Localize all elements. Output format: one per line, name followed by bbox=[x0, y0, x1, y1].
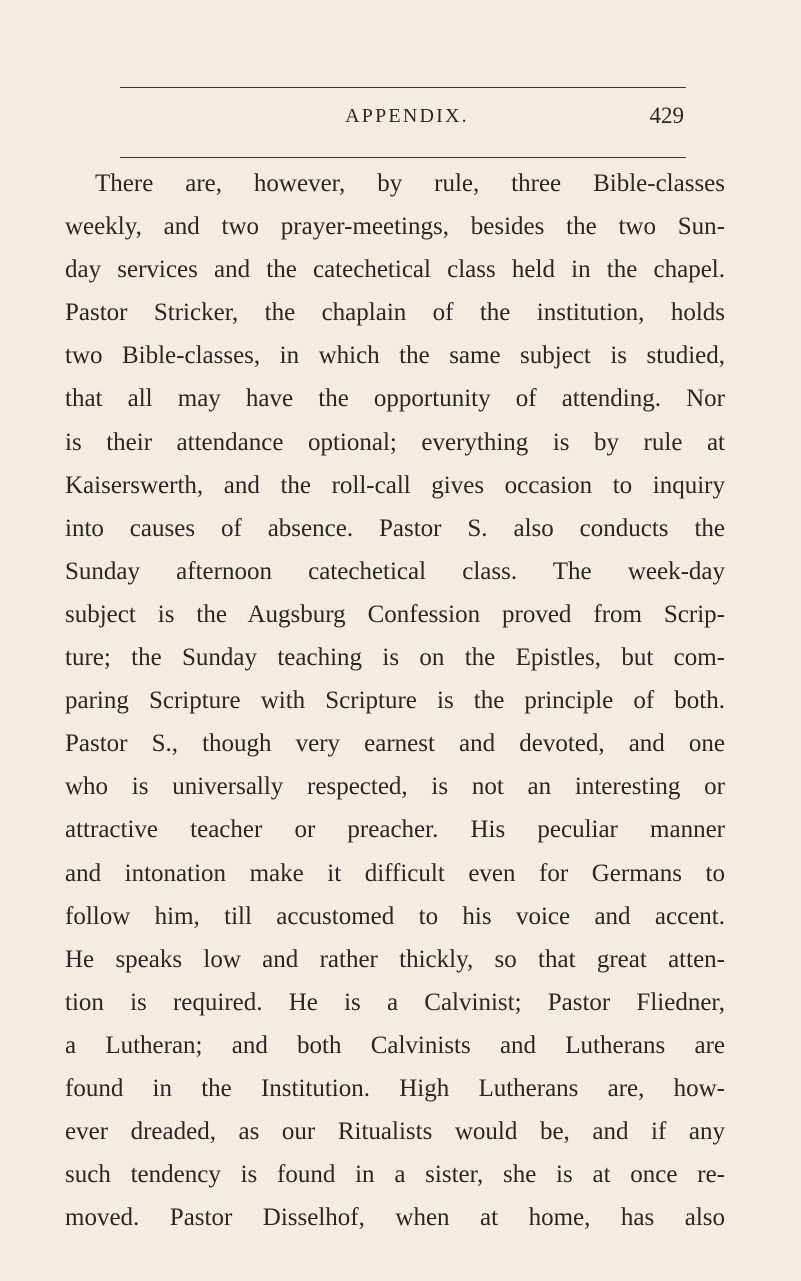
text-line: is their attendance optional; everything is by rule at bbox=[65, 428, 725, 456]
text-line: who is universally respected, is not an interesting or bbox=[65, 773, 725, 801]
text-line: paring Scripture with Scripture is the principle of both. bbox=[65, 687, 725, 715]
text-line: Pastor Stricker, the chaplain of the institution, holds bbox=[65, 299, 725, 327]
text-line: a Lutheran; and both Calvinists and Lutherans are bbox=[65, 1031, 725, 1059]
text-line: such tendency is found in a sister, she is at once re- bbox=[65, 1161, 725, 1189]
text-line: into causes of absence. Pastor S. also conducts the bbox=[65, 514, 725, 542]
text-line: tion is required. He is a Calvinist; Pastor Fliedner, bbox=[65, 988, 725, 1016]
text-line: He speaks low and rather thickly, so that great atten- bbox=[65, 945, 725, 973]
text-line: subject is the Augsburg Confession proved from Scrip- bbox=[65, 600, 725, 628]
running-head bbox=[120, 103, 686, 137]
text-line: Pastor S., though very earnest and devoted, and one bbox=[65, 730, 725, 758]
header-top-rule bbox=[120, 87, 686, 88]
page-number: 429 bbox=[649, 103, 684, 128]
text-line: Kaiserswerth, and the roll-call gives occasion to inquiry bbox=[65, 471, 725, 499]
text-line: Sunday afternoon catechetical class. The week-day bbox=[65, 557, 725, 585]
text-line: There are, however, by rule, three Bible-classes bbox=[95, 170, 725, 197]
text-line: and intonation make it difficult even for Germans to bbox=[65, 859, 725, 887]
text-line: attractive teacher or preacher. His peculiar manner bbox=[65, 816, 725, 844]
text-line: two Bible-classes, in which the same subject is studied, bbox=[65, 342, 725, 370]
text-line: weekly, and two prayer-meetings, besides the two Sun- bbox=[65, 213, 725, 241]
text-line: ever dreaded, as our Ritualists would be, and if any bbox=[65, 1118, 725, 1146]
body-paragraph bbox=[65, 162, 725, 1239]
text-line: found in the Institution. High Lutherans are, how- bbox=[65, 1074, 725, 1102]
header-bottom-rule bbox=[120, 157, 686, 158]
text-line: ture; the Sunday teaching is on the Epistles, but com- bbox=[65, 644, 725, 672]
text-line: day services and the catechetical class held in the chapel. bbox=[65, 256, 725, 284]
text-line: moved. Pastor Disselhof, when at home, has also bbox=[65, 1204, 725, 1232]
running-head-title: APPENDIX. bbox=[345, 105, 469, 127]
text-line: follow him, till accustomed to his voice and accent. bbox=[65, 902, 725, 930]
text-line: that all may have the opportunity of attending. Nor bbox=[65, 385, 725, 413]
